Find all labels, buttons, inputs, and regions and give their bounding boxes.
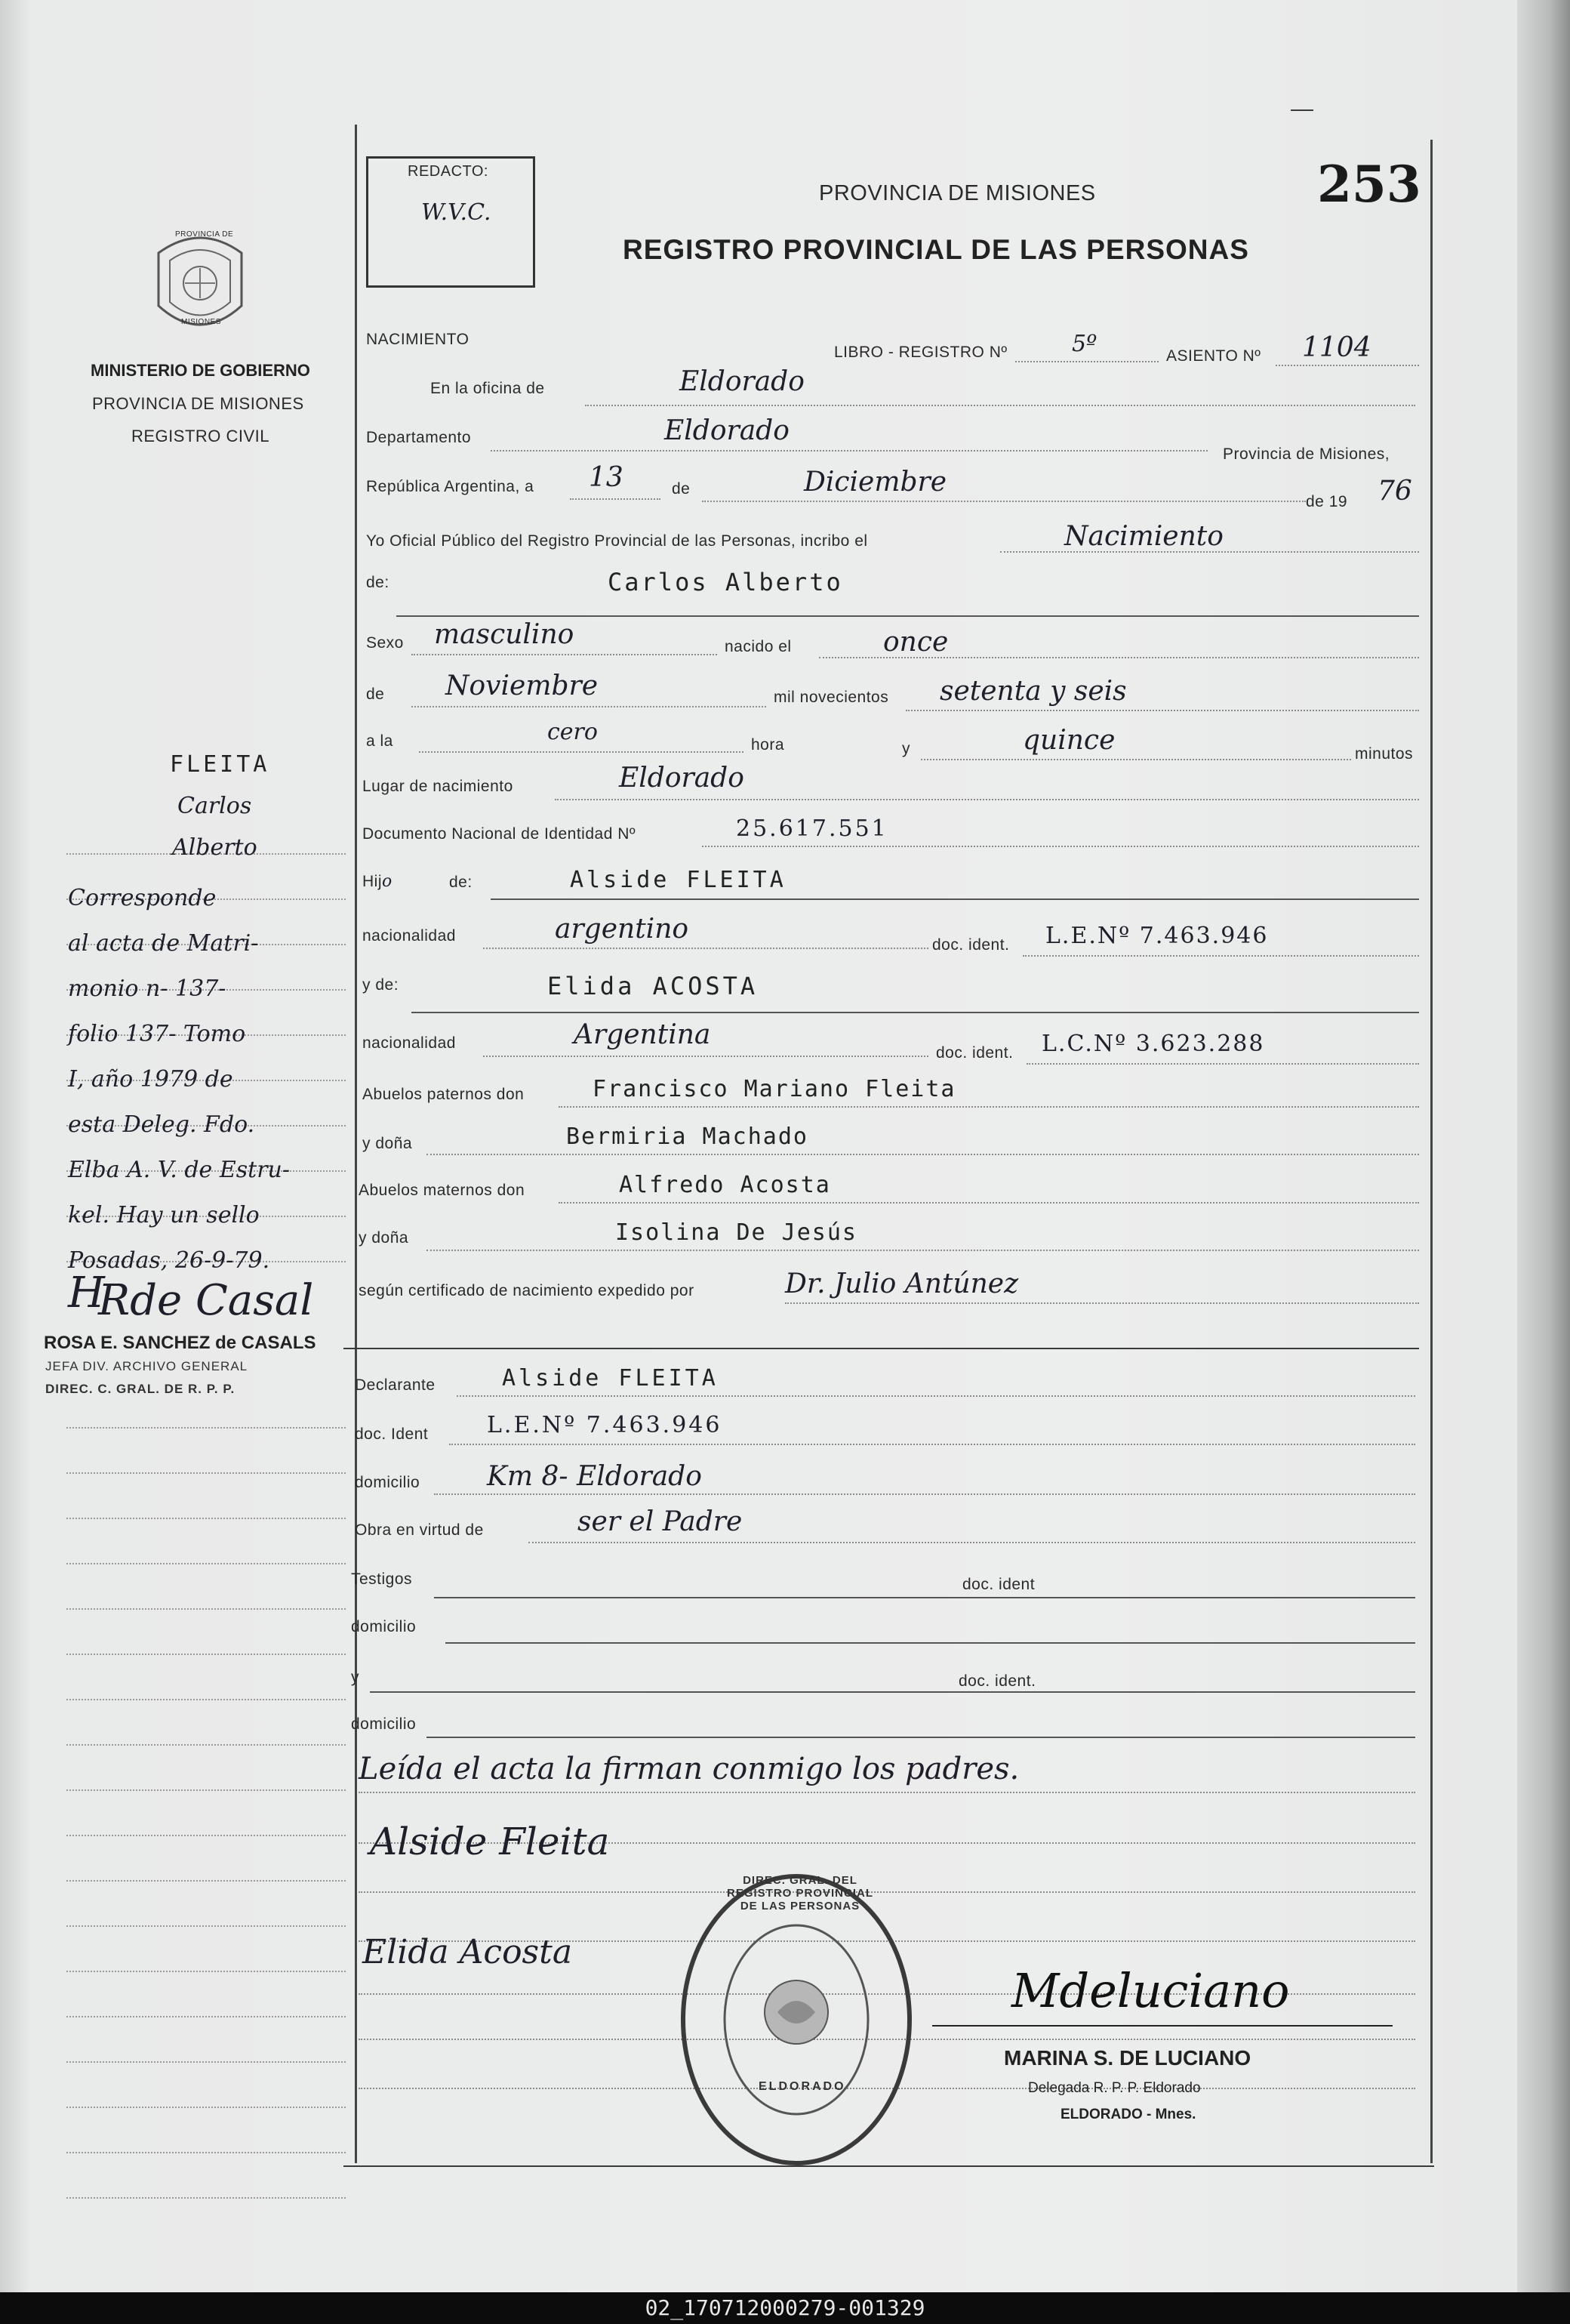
declarante-label: Declarante [355, 1376, 436, 1394]
redacto-box [366, 156, 535, 288]
mes-line [702, 501, 1306, 502]
margin-note-line: Elba A. V. de Estru- [68, 1157, 290, 1183]
margin-note-line: al acta de Matri- [68, 930, 259, 957]
yde-label: y de: [362, 976, 399, 994]
seal-text-top: PROVINCIA DE [175, 230, 234, 239]
archive-stamp-role: JEFA DIV. ARCHIVO GENERAL [45, 1359, 248, 1373]
obra-label: Obra en virtud de [355, 1521, 484, 1539]
departamento-label: Departamento [366, 429, 472, 446]
margin-note-line: folio 137- Tomo [68, 1021, 246, 1047]
margin-note-line: esta Deleg. Fdo. [68, 1111, 255, 1138]
margin-dotted-line [66, 1789, 346, 1791]
abuela-pat-line [426, 1154, 1419, 1155]
certificado-line [785, 1302, 1419, 1304]
libro-line [1015, 361, 1159, 362]
republica-label: República Argentina, a [366, 478, 534, 495]
officer-signature-stroke [932, 2025, 1393, 2027]
domicilio-value: Km 8- Eldorado [487, 1461, 702, 1492]
margin-dotted-line [66, 2061, 346, 2063]
obra-line [528, 1542, 1415, 1543]
margin-signature: Rde Casal [98, 1276, 314, 1325]
margin-note-line: kel. Hay un sello [68, 1202, 260, 1228]
abuelo-pat-line [559, 1106, 1419, 1108]
officer-stamp-name: MARINA S. DE LUCIANO [1004, 2046, 1251, 2070]
page-number: 253 [1317, 155, 1421, 214]
nombre-value: Carlos Alberto [608, 568, 843, 596]
docident-madre-label: doc. ident. [936, 1044, 1014, 1062]
margin-note-line: Corresponde [68, 885, 217, 911]
margin-dotted-line [66, 1518, 346, 1519]
margin-dotted-line [66, 1563, 346, 1564]
docident-testigo1-label: doc. ident [962, 1576, 1036, 1593]
margin-dotted-line [66, 1971, 346, 1972]
margin-dotted-line [66, 1472, 346, 1474]
archive-stamp-name: ROSA E. SANCHEZ de CASALS [44, 1333, 316, 1353]
oficina-line [585, 405, 1415, 406]
doc-declarante-line [449, 1444, 1415, 1445]
closing-text: Leída el acta la firman conmigo los padres. [359, 1752, 1020, 1786]
margin-dotted-line [66, 2197, 346, 2199]
hora-line [419, 751, 743, 753]
nacimiento-label: NACIMIENTO [366, 331, 469, 348]
nac-madre-line [483, 1056, 928, 1057]
nacionalidad-padre-label: nacionalidad [362, 927, 456, 945]
certificado-value: Dr. Julio Antúnez [785, 1268, 1019, 1299]
margin-dotted-line [66, 1699, 346, 1700]
anio-label: de 19 [1306, 493, 1348, 510]
registry-seal [672, 1865, 921, 2175]
margin-surname: FLEITA [170, 751, 270, 778]
oficina-label: En la oficina de [430, 380, 545, 397]
mes-value: Diciembre [804, 467, 947, 498]
asiento-line [1276, 365, 1419, 366]
margin-given2: Alberto [172, 834, 257, 861]
oficina-value: Eldorado [679, 366, 805, 397]
milnov-label: mil novecientos [774, 689, 889, 706]
domicilio-label: domicilio [355, 1474, 420, 1491]
docident-testigo2-label: doc. ident. [959, 1672, 1036, 1690]
page-edge [1517, 0, 1570, 2292]
margin-note-line: monio n- 137- [68, 976, 226, 1002]
docident-padre-label: doc. ident. [932, 936, 1010, 954]
hijo-label [362, 872, 392, 891]
de-label-2: de: [366, 574, 389, 591]
provincia-label: Provincia de Misiones, [1223, 445, 1390, 463]
margin-dotted-line [66, 1654, 346, 1655]
abuelos-mat-label: Abuelos maternos don [359, 1182, 525, 1199]
asiento-label: ASIENTO Nº [1166, 347, 1261, 365]
docident-declarante-label: doc. Ident [355, 1426, 429, 1443]
archive-stamp-dept: DIREC. C. GRAL. DE R. P. P. [45, 1382, 236, 1396]
asiento-value: 1104 [1302, 332, 1371, 363]
padre-line [491, 898, 1419, 900]
province-heading: PROVINCIA DE MISIONES [819, 181, 1096, 205]
ministry-name: MINISTERIO DE GOBIERNO [91, 361, 310, 380]
minutos-label: minutos [1355, 745, 1414, 763]
abuela-pat-value: Bermiria Machado [566, 1123, 808, 1150]
madre-line [411, 1012, 1419, 1013]
margin-dotted-line [66, 1880, 346, 1882]
doc-padre-line [1023, 955, 1419, 957]
testigo2-line [370, 1691, 1415, 1693]
doc-madre-line [1027, 1063, 1419, 1065]
mes-nac-value: Noviembre [445, 670, 599, 701]
ministry-province: PROVINCIA DE MISIONES [92, 394, 304, 413]
margin-dotted-line [66, 1427, 346, 1429]
section-divider [343, 1348, 1419, 1349]
padre-value: Alside FLEITA [570, 867, 787, 893]
nombre-line [396, 615, 1419, 617]
milnov-line [906, 710, 1419, 711]
margin-dotted-line [66, 2152, 346, 2153]
seal-center-text: ELDORADO [759, 2080, 846, 2093]
domicilio-testigo2-line [426, 1737, 1415, 1738]
ministry-registry: REGISTRO CIVIL [131, 427, 270, 445]
nac-madre-value: Argentina [574, 1019, 711, 1050]
registry-title: REGISTRO PROVINCIAL DE LAS PERSONAS [623, 234, 1249, 265]
nac-padre-line [483, 948, 928, 949]
testigos-label: Testigos [351, 1570, 413, 1588]
y-label: y [902, 740, 910, 757]
abuelo-pat-value: Francisco Mariano Fleita [593, 1076, 956, 1102]
redacto-label: REDACTO: [408, 163, 488, 180]
top-mark [1291, 109, 1313, 111]
y-testigo-label: y [351, 1669, 359, 1686]
father-signature: Alside Fleita [370, 1820, 610, 1863]
declarante-line [457, 1395, 1415, 1397]
anio-value: 76 [1378, 476, 1412, 507]
redacto-value: W.V.C. [421, 199, 491, 226]
lugar-value: Eldorado [619, 763, 744, 794]
margin-dotted-line [66, 1744, 346, 1746]
mother-signature: Elida Acosta [362, 1933, 573, 1971]
margin-dotted-line [66, 2016, 346, 2017]
doc-declarante-value: L.E.Nº 7.463.946 [487, 1412, 722, 1438]
libro-label: LIBRO - REGISTRO Nº [834, 344, 1008, 361]
form-left-border [355, 125, 357, 2163]
dia-line [570, 498, 660, 500]
oficial-value: Nacimiento [1064, 521, 1224, 552]
sexo-line [411, 654, 717, 655]
hijo-suffix: o [382, 872, 392, 891]
archive-footer-id: 02_170712000279-001329 [0, 2292, 1570, 2324]
de-label-3: de [366, 686, 385, 703]
margin-dotted-line [66, 1608, 346, 1610]
libro-value: 5º [1072, 331, 1097, 357]
departamento-value: Eldorado [664, 415, 790, 446]
margin-note-text [68, 876, 355, 1284]
sexo-label: Sexo [366, 634, 404, 652]
officer-signature: Mdeluciano [1011, 1963, 1290, 2018]
coat-of-arms-seal [143, 223, 257, 344]
dni-value: 25.617.551 [736, 815, 888, 842]
abuelo-mat-value: Alfredo Acosta [619, 1172, 831, 1198]
de-label: de [672, 480, 691, 498]
abuelo-mat-line [559, 1202, 1419, 1204]
lugar-label: Lugar de nacimiento [362, 778, 513, 795]
ydona-pat-label: y doña [362, 1135, 413, 1152]
milnov-value: setenta y seis [940, 676, 1127, 707]
form-right-border [1430, 140, 1433, 2163]
nac-padre-value: argentino [555, 914, 689, 945]
closing-line [359, 1792, 1415, 1793]
hora-value: cero [547, 719, 598, 745]
domicilio-testigo1-label: domicilio [351, 1618, 417, 1635]
lugar-line [555, 799, 1419, 800]
domicilio-testigo1-line [445, 1642, 1415, 1644]
alas-label: a la [366, 732, 393, 750]
hijo-prefix: Hij [362, 873, 382, 890]
testigos-line [434, 1597, 1415, 1598]
officer-stamp-role: Delegada R. P. P. Eldorado [1028, 2080, 1201, 2096]
declarante-value: Alside FLEITA [502, 1365, 719, 1392]
nacionalidad-madre-label: nacionalidad [362, 1034, 456, 1052]
margin-note-line: I, año 1979 de [68, 1066, 233, 1093]
ydona-mat-label: y doña [359, 1229, 409, 1247]
seal-text-bottom: MISIONES [181, 318, 221, 326]
madre-value: Elida ACOSTA [547, 972, 759, 1000]
certificado-label: según certificado de nacimiento expedido por [359, 1282, 694, 1299]
margin-dotted-line [66, 2107, 346, 2108]
domicilio-testigo2-label: domicilio [351, 1715, 417, 1733]
doc-padre-value: L.E.Nº 7.463.946 [1045, 923, 1269, 949]
minutos-value: quince [1023, 725, 1116, 756]
abuela-mat-line [426, 1250, 1419, 1251]
nacido-value: once [883, 627, 949, 658]
seal-ring-text: DIREC. GRAL. DEL REGISTRO PROVINCIAL DE LAS PERSONAS [726, 1874, 873, 1913]
nacido-label: nacido el [725, 638, 792, 655]
margin-dotted-line [66, 1925, 346, 1927]
dia-value: 13 [589, 462, 623, 493]
dni-line [702, 846, 1419, 847]
de-label-4: de: [449, 874, 473, 891]
margin-signature-prefix: H [68, 1268, 105, 1318]
abuelos-pat-label: Abuelos paternos don [362, 1086, 525, 1103]
dni-label: Documento Nacional de Identidad Nº [362, 825, 636, 843]
sexo-value: masculino [434, 619, 574, 650]
departamento-line [491, 450, 1208, 452]
margin-dotted-line [66, 1835, 346, 1836]
hora-label: hora [751, 736, 785, 754]
obra-value: ser el Padre [577, 1506, 743, 1537]
margin-note-line: Posadas, 26-9-79. [68, 1247, 270, 1274]
officer-stamp-place: ELDORADO - Mnes. [1061, 2107, 1196, 2122]
margin-given1: Carlos [177, 793, 252, 819]
oficial-label: Yo Oficial Público del Registro Provincial de las Personas, incribo el [366, 532, 868, 550]
mes-nac-line [411, 706, 766, 707]
doc-madre-value: L.C.Nº 3.623.288 [1042, 1031, 1265, 1057]
abuela-mat-value: Isolina De Jesús [615, 1219, 857, 1246]
domicilio-line [434, 1493, 1415, 1495]
minutos-line [921, 759, 1351, 760]
